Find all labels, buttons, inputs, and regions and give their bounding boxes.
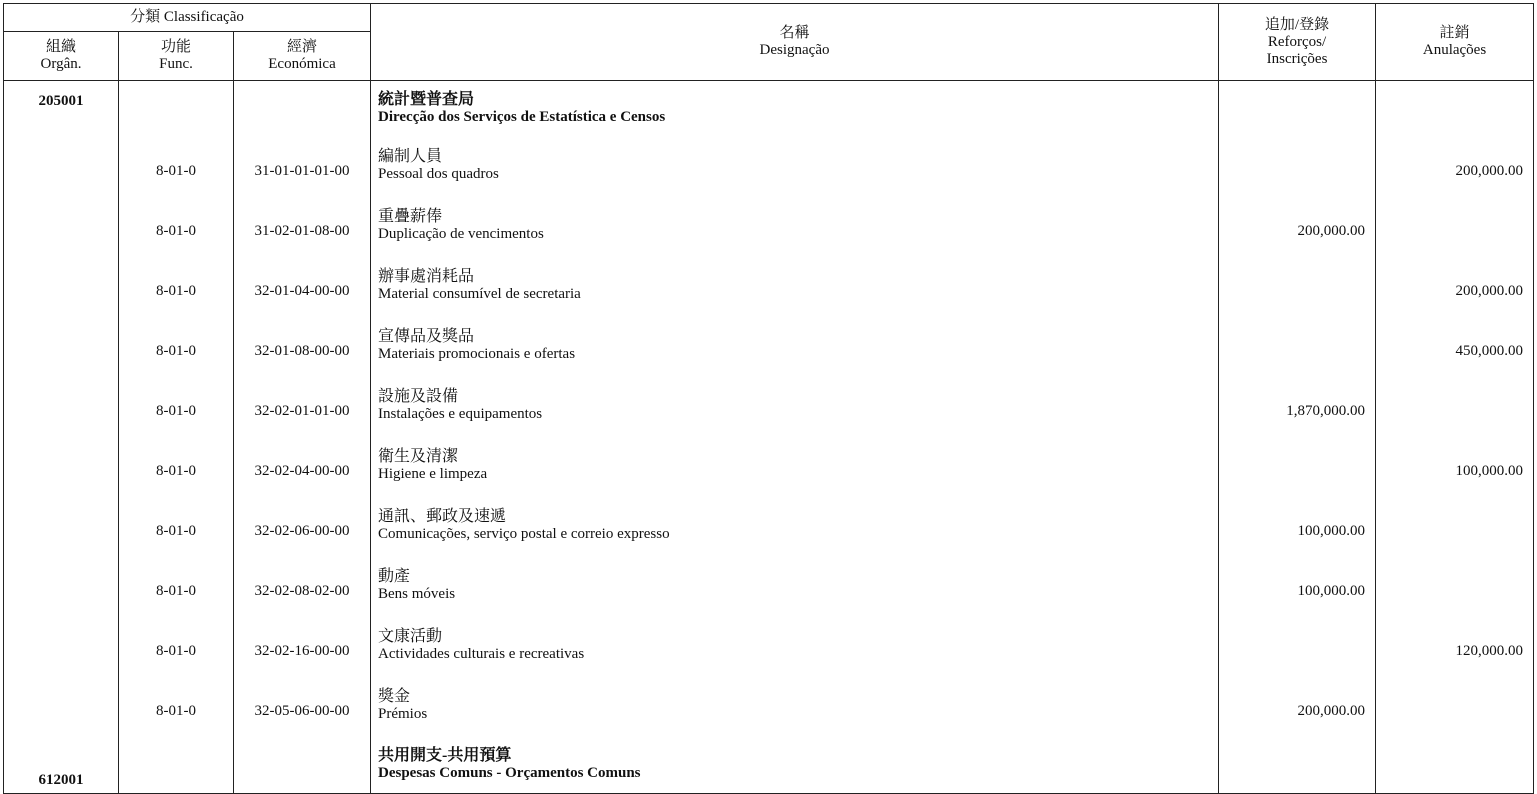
- annulment-amount: 200,000.00: [1376, 255, 1534, 315]
- empty-cell: [4, 255, 119, 315]
- annulment-header-zh: 註銷: [1439, 25, 1470, 41]
- functional-code: 8-01-0: [119, 495, 234, 555]
- reinforcement-amount: 100,000.00: [1219, 495, 1376, 555]
- reinforcement-amount: 200,000.00: [1219, 675, 1376, 735]
- item-name-pt: Prémios: [378, 706, 428, 722]
- functional-header: [119, 32, 234, 81]
- item-designation: [371, 615, 1219, 675]
- table-row: [4, 555, 1534, 615]
- item-name-zh: 文康活動: [378, 628, 443, 645]
- entity-name-zh: 共用開支-共用預算: [378, 747, 512, 764]
- item-name-zh: 通訊、郵政及速遞: [378, 508, 507, 525]
- designation-header-zh: 名稱: [779, 25, 810, 41]
- table-row: [4, 495, 1534, 555]
- reinforcement-header-pt1: Reforços/: [1267, 33, 1327, 50]
- functional-code: 8-01-0: [119, 615, 234, 675]
- functional-header-zh: 功能: [160, 39, 191, 55]
- economic-code: 32-01-04-00-00: [234, 255, 371, 315]
- economic-code: 32-05-06-00-00: [234, 675, 371, 735]
- designation-header-pt: Designação: [759, 42, 830, 58]
- functional-code: 8-01-0: [119, 255, 234, 315]
- table-row: [4, 135, 1534, 195]
- reinforcement-amount: [1219, 255, 1376, 315]
- reinforcement-amount: 100,000.00: [1219, 555, 1376, 615]
- classification-header: 分類 Classificação: [4, 4, 371, 32]
- item-designation: [371, 315, 1219, 375]
- annulment-amount: 200,000.00: [1376, 135, 1534, 195]
- empty-cell: [1376, 735, 1534, 794]
- item-name-zh: 辦事處消耗品: [378, 268, 475, 285]
- organic-header-zh: 組織: [45, 39, 76, 55]
- designation-header: [371, 4, 1219, 81]
- empty-cell: [119, 735, 234, 794]
- entity-designation: [371, 81, 1219, 136]
- organic-header: [4, 32, 119, 81]
- reinforcement-amount: [1219, 435, 1376, 495]
- item-name-pt: Material consumível de secretaria: [378, 286, 581, 302]
- organic-code: 612001: [4, 735, 119, 794]
- economic-code: 32-02-16-00-00: [234, 615, 371, 675]
- empty-cell: [4, 135, 119, 195]
- empty-cell: [119, 81, 234, 136]
- annulment-amount: [1376, 555, 1534, 615]
- item-designation: [371, 495, 1219, 555]
- entity-name-pt: Despesas Comuns - Orçamentos Comuns: [378, 765, 641, 781]
- reinforcement-amount: 1,870,000.00: [1219, 375, 1376, 435]
- empty-cell: [234, 735, 371, 794]
- item-designation: [371, 135, 1219, 195]
- item-designation: [371, 255, 1219, 315]
- table-row: [4, 195, 1534, 255]
- annulment-amount: 100,000.00: [1376, 435, 1534, 495]
- reinforcement-amount: [1219, 615, 1376, 675]
- table-row: [4, 675, 1534, 735]
- item-name-pt: Bens móveis: [378, 586, 456, 602]
- item-name-pt: Instalações e equipamentos: [378, 406, 543, 422]
- empty-cell: [234, 81, 371, 136]
- item-designation: [371, 555, 1219, 615]
- item-name-zh: 設施及設備: [378, 388, 459, 405]
- reinforcement-header-pt2: Inscrições: [1266, 50, 1328, 67]
- item-name-zh: 動產: [378, 568, 411, 585]
- empty-cell: [4, 315, 119, 375]
- empty-cell: [4, 375, 119, 435]
- item-name-zh: 衛生及清潔: [378, 448, 459, 465]
- reinforcement-header-zh: 追加/登錄: [1264, 16, 1330, 33]
- reinforcement-amount: [1219, 315, 1376, 375]
- item-designation: [371, 675, 1219, 735]
- economic-code: 32-02-04-00-00: [234, 435, 371, 495]
- empty-cell: [1219, 735, 1376, 794]
- item-name-zh: 編制人員: [378, 148, 443, 165]
- item-name-zh: 獎金: [378, 688, 411, 705]
- table-row: [4, 375, 1534, 435]
- table-row: [4, 255, 1534, 315]
- empty-cell: [4, 675, 119, 735]
- functional-code: 8-01-0: [119, 675, 234, 735]
- economic-code: 32-02-01-01-00: [234, 375, 371, 435]
- annulment-header: [1376, 4, 1534, 81]
- table-row: [4, 315, 1534, 375]
- item-name-pt: Actividades culturais e recreativas: [378, 646, 585, 662]
- economic-code: 32-02-06-00-00: [234, 495, 371, 555]
- item-name-zh: 重疊薪俸: [378, 208, 443, 225]
- item-name-pt: Pessoal dos quadros: [378, 166, 499, 182]
- annulment-amount: [1376, 675, 1534, 735]
- item-name-pt: Duplicação de vencimentos: [378, 226, 544, 242]
- empty-cell: [4, 195, 119, 255]
- table-row: [4, 435, 1534, 495]
- reinforcement-amount: [1219, 135, 1376, 195]
- entity-designation: [371, 735, 1219, 794]
- entity-row: [4, 81, 1534, 136]
- item-designation: [371, 435, 1219, 495]
- annulment-amount: [1376, 495, 1534, 555]
- item-name-pt: Materiais promocionais e ofertas: [378, 346, 576, 362]
- empty-cell: [1376, 81, 1534, 136]
- economic-code: 32-02-08-02-00: [234, 555, 371, 615]
- item-name-pt: Higiene e limpeza: [378, 466, 488, 482]
- reinforcement-amount: 200,000.00: [1219, 195, 1376, 255]
- budget-table: [3, 3, 1534, 794]
- economic-header-zh: 經濟: [287, 39, 318, 55]
- economic-code: 32-01-08-00-00: [234, 315, 371, 375]
- reinforcement-header: [1219, 4, 1376, 81]
- functional-header-pt: Func.: [159, 56, 193, 72]
- item-designation: [371, 195, 1219, 255]
- functional-code: 8-01-0: [119, 555, 234, 615]
- economic-code: 31-02-01-08-00: [234, 195, 371, 255]
- empty-cell: [4, 435, 119, 495]
- annulment-amount: 120,000.00: [1376, 615, 1534, 675]
- entity-name-pt: Direcção dos Serviços de Estatística e Censos: [378, 109, 666, 125]
- empty-cell: [4, 555, 119, 615]
- item-designation: [371, 375, 1219, 435]
- functional-code: 8-01-0: [119, 435, 234, 495]
- annulment-amount: [1376, 195, 1534, 255]
- table-row: [4, 615, 1534, 675]
- functional-code: 8-01-0: [119, 135, 234, 195]
- functional-code: 8-01-0: [119, 195, 234, 255]
- economic-header-pt: Económica: [268, 56, 336, 72]
- annulment-amount: 450,000.00: [1376, 315, 1534, 375]
- item-name-zh: 宣傳品及獎品: [378, 328, 475, 345]
- annulment-header-pt: Anulações: [1422, 42, 1487, 58]
- empty-cell: [4, 615, 119, 675]
- entity-name-zh: 統計暨普查局: [378, 91, 475, 108]
- economic-header: [234, 32, 371, 81]
- annulment-amount: [1376, 375, 1534, 435]
- functional-code: 8-01-0: [119, 315, 234, 375]
- organic-header-pt: Orgân.: [40, 56, 82, 72]
- empty-cell: [4, 495, 119, 555]
- functional-code: 8-01-0: [119, 375, 234, 435]
- empty-cell: [1219, 81, 1376, 136]
- organic-code: 205001: [4, 81, 119, 136]
- entity-row: [4, 735, 1534, 794]
- economic-code: 31-01-01-01-00: [234, 135, 371, 195]
- item-name-pt: Comunicações, serviço postal e correio expresso: [378, 526, 670, 542]
